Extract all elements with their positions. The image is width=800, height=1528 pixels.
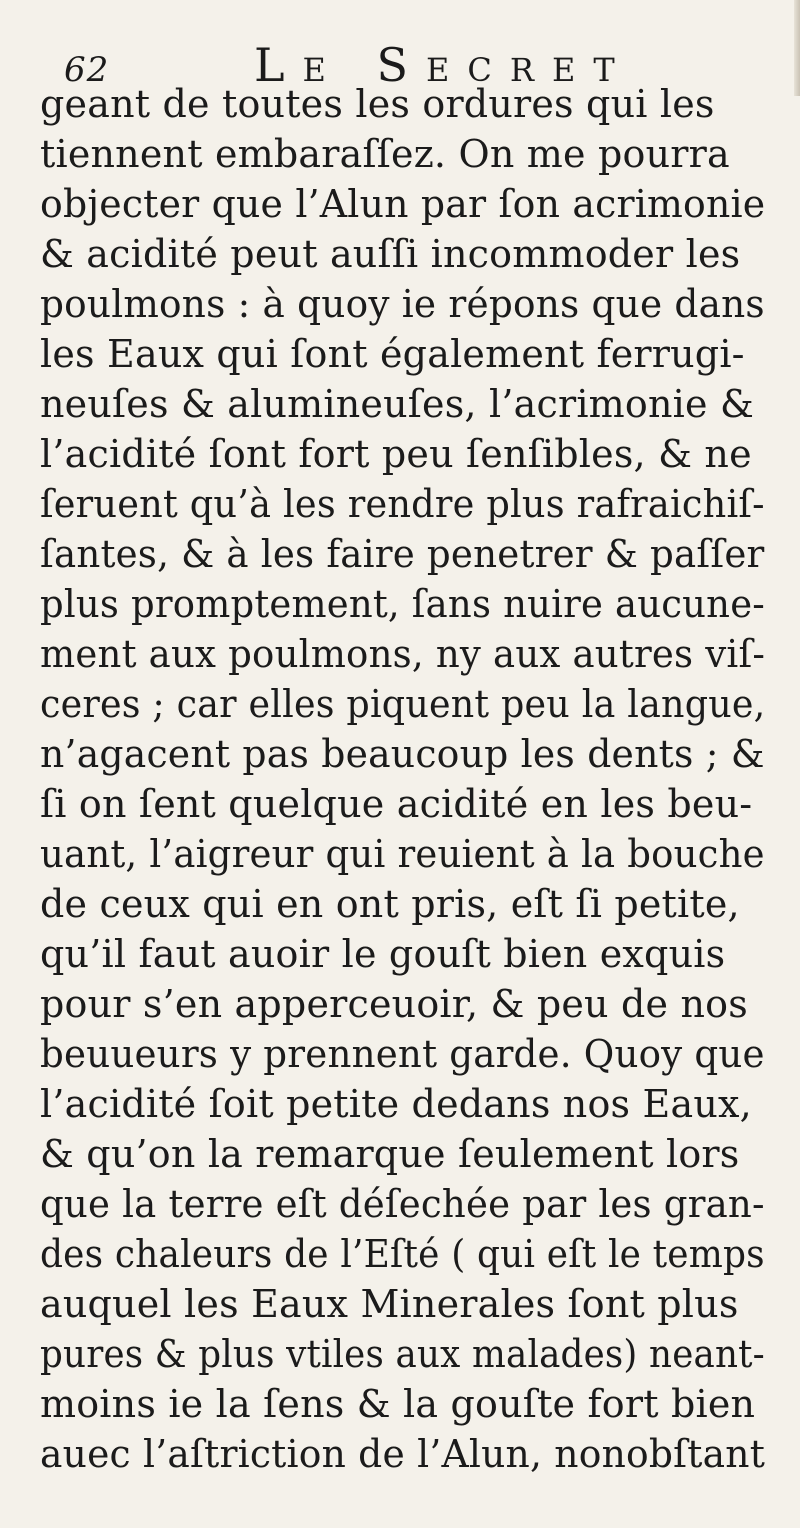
text-line-5: poulmons : à quoy ie répons que dans	[40, 282, 765, 326]
page-number: 62	[64, 50, 110, 90]
text-line-7: neuſes & alumineuſes, l’acrimonie &	[40, 382, 755, 426]
text-line-23: que la terre eſt déſechée par les gran-	[40, 1182, 765, 1226]
text-line-8: l’acidité ſont fort peu ſenſibles, & ne	[40, 432, 752, 476]
text-line-27: moins ie la ſens & la gouſte fort bien	[40, 1382, 756, 1426]
page-binding-edge	[794, 0, 800, 96]
text-line-28: auec l’aſtriction de l’Alun, nonobſtant	[40, 1432, 766, 1476]
text-line-24: des chaleurs de l’Eſté ( qui eſt le temps	[40, 1232, 765, 1276]
text-line-10: ſantes, & à les faire penetrer & paſſer	[40, 532, 765, 576]
text-line-19: pour s’en apperceuoir, & peu de nos	[40, 982, 748, 1026]
text-line-21: l’acidité ſoit petite dedans nos Eaux,	[40, 1082, 752, 1126]
text-line-2: tiennent embaraſſez. On me pourra	[40, 132, 730, 176]
running-head: Le Secret	[254, 38, 633, 92]
text-line-25: auquel les Eaux Minerales ſont plus	[40, 1282, 739, 1326]
text-line-11: plus promptement, ſans nuire aucune-	[40, 582, 765, 626]
text-line-14: n’agacent pas beaucoup les dents ; &	[40, 732, 765, 776]
text-line-17: de ceux qui en ont pris, eſt ſi petite,	[40, 882, 740, 926]
text-line-22: & qu’on la remarque ſeulement lors	[40, 1132, 740, 1176]
text-line-4: & acidité peut auſſi incommoder les	[40, 232, 741, 276]
text-line-18: qu’il faut auoir le gouſt bien exquis	[40, 932, 726, 976]
text-line-20: beuueurs y prennent garde. Quoy que	[40, 1032, 765, 1076]
text-line-12: ment aux poulmons, ny aux autres viſ-	[40, 632, 766, 676]
text-line-1: geant de toutes les ordures qui les	[40, 82, 715, 126]
text-line-3: objecter que l’Alun par ſon acrimonie	[40, 182, 766, 226]
text-line-26: pures & plus vtiles aux malades) neant-	[40, 1332, 765, 1376]
text-line-9: ſeruent qu’à les rendre plus rafraichiſ-	[40, 482, 765, 526]
text-line-6: les Eaux qui ſont également ferrugi-	[40, 332, 745, 376]
text-block	[40, 80, 770, 1476]
text-line-13: ceres ; car elles piquent peu la langue,	[40, 682, 766, 726]
text-line-16: uant, l’aigreur qui reuient à la bouche	[40, 832, 765, 876]
text-line-15: ſi on ſent quelque acidité en les beu-	[40, 782, 753, 826]
